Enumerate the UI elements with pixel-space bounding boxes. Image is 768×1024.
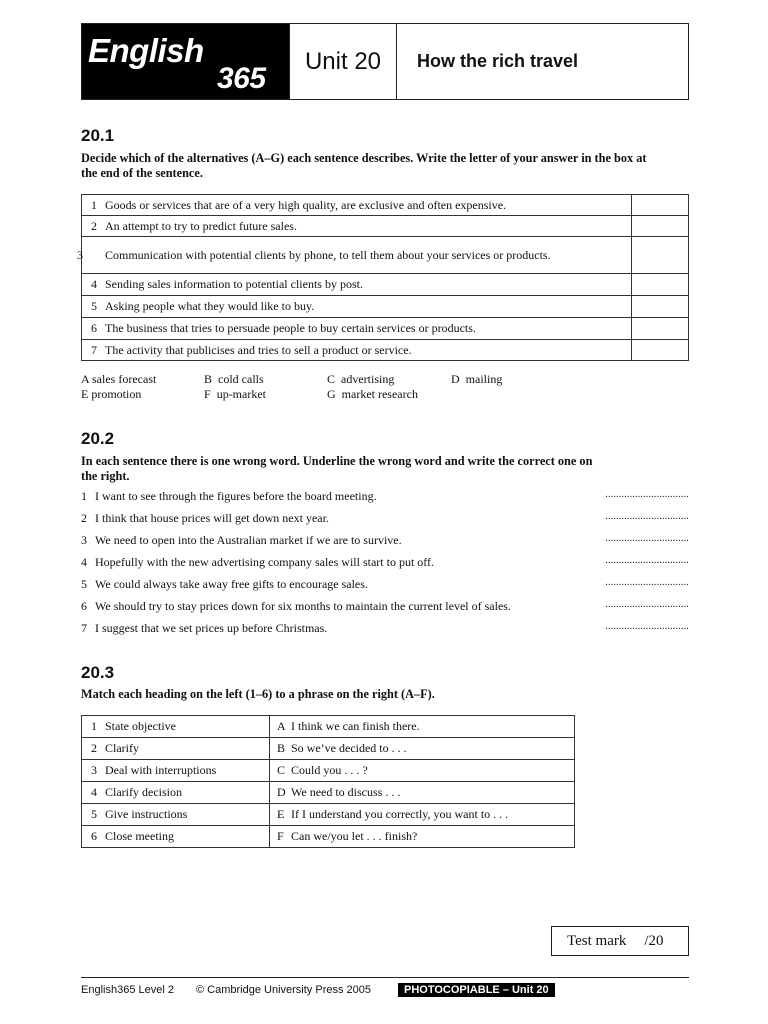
section-2-title: 20.2 [81, 429, 115, 448]
list-item [81, 489, 689, 505]
table-row [82, 716, 575, 738]
row-text: Hopefully with the new advertising company sales will start to put off. [95, 555, 435, 569]
row-text: I think that house prices will get down next year. [95, 511, 329, 525]
table-row [82, 296, 689, 318]
section-3-title: 20.3 [81, 663, 115, 682]
row-number: 2 [91, 218, 97, 233]
section-1-table [77, 194, 689, 361]
page-header [81, 23, 689, 100]
row-number: 1 [91, 197, 97, 212]
option-item: G market research [327, 387, 418, 401]
row-letter: C [277, 763, 286, 777]
answer-box[interactable] [632, 340, 689, 361]
list-item [81, 533, 689, 549]
row-number: 3 [91, 763, 97, 777]
row-text: Asking people what they would like to buy. [105, 299, 315, 313]
phrase-text: So we’ve decided to . . . [291, 741, 407, 755]
list-item [81, 511, 689, 527]
row-number: 5 [81, 577, 87, 591]
row-text: The business that tries to persuade people to buy certain services or products. [105, 321, 476, 335]
footer-course: English365 Level 2 [81, 984, 174, 996]
row-text: I want to see through the figures before the board meeting. [95, 489, 377, 503]
row-text: We could always take away free gifts to encourage sales. [95, 577, 368, 591]
row-letter: E [277, 807, 285, 821]
row-number: 3 [81, 533, 87, 547]
footer-divider [81, 977, 689, 978]
option-item: A sales forecast [81, 372, 157, 386]
row-number: 6 [91, 321, 97, 335]
row-letter: B [277, 741, 286, 755]
row-number: 4 [91, 277, 97, 291]
row-letter: D [277, 785, 286, 799]
row-number: 3 [77, 247, 83, 262]
answer-line[interactable]: ............................... [605, 621, 689, 632]
answer-box[interactable] [632, 195, 689, 216]
list-item [81, 599, 689, 615]
table-row [82, 216, 689, 237]
row-number: 7 [81, 621, 87, 635]
row-text: The activity that publicises and tries to sell a product or service. [105, 342, 412, 357]
phrase-text: I think we can finish there. [291, 719, 420, 733]
footer-copyright: © Cambridge University Press 2005 [196, 984, 372, 996]
option-item: E promotion [81, 387, 142, 401]
answer-box[interactable] [632, 274, 689, 296]
section-3-instruction: Match each heading on the left (1–6) to a phrase on the right (A–F). [81, 687, 435, 701]
test-mark-box [551, 926, 689, 956]
section-1-instruction: Decide which of the alternatives (A–G) each sentence describes. Write the letter of your answer in the box at the end of the sentence. [81, 151, 647, 180]
table-row [82, 760, 575, 782]
logo-word: English [88, 32, 204, 69]
row-number: 2 [81, 511, 87, 525]
table-row [82, 738, 575, 760]
row-number: 2 [91, 741, 97, 755]
row-number: 4 [91, 785, 97, 799]
table-row [82, 340, 689, 361]
option-item: F up-market [204, 387, 266, 401]
row-number: 1 [81, 489, 87, 503]
heading-text: Give instructions [105, 807, 188, 821]
photocopiable-badge: PHOTOCOPIABLE – Unit 20 [398, 983, 555, 997]
list-item [81, 621, 689, 637]
option-item: C advertising [327, 372, 395, 386]
row-number: 5 [91, 807, 97, 821]
section-1-title: 20.1 [81, 126, 115, 145]
logo-number: 365 [217, 62, 266, 95]
table-row [82, 237, 689, 274]
heading-text: Close meeting [105, 829, 174, 843]
row-text: I suggest that we set prices up before Christmas. [95, 621, 328, 635]
answer-line[interactable]: ............................... [605, 577, 689, 588]
row-text: We need to open into the Australian market if we are to survive. [95, 533, 402, 547]
table-row [82, 804, 575, 826]
row-number: 6 [91, 829, 97, 843]
heading-text: State objective [105, 719, 176, 733]
test-mark-label: Test mark [567, 932, 627, 949]
heading-text: Clarify [105, 741, 139, 755]
list-item [81, 555, 689, 571]
answer-box[interactable] [632, 318, 689, 340]
answer-line[interactable]: ............................... [605, 533, 689, 544]
answer-line[interactable]: ............................... [605, 511, 689, 522]
page-title: How the rich travel [417, 51, 579, 71]
table-row [82, 318, 689, 340]
answer-line[interactable]: ............................... [605, 555, 689, 566]
heading-text: Deal with interruptions [105, 763, 217, 777]
row-text: Goods or services that are of a very high quality, are exclusive and often expensive. [105, 197, 507, 212]
answer-box[interactable] [632, 237, 689, 274]
row-letter: F [277, 829, 284, 843]
english365-logo [82, 24, 289, 99]
unit-label: Unit 20 [289, 24, 397, 99]
answer-box[interactable] [632, 216, 689, 237]
row-letter: A [277, 719, 286, 733]
table-row [82, 274, 689, 296]
option-item: B cold calls [204, 372, 264, 386]
phrase-text: If I understand you correctly, you want to . . . [291, 807, 509, 821]
phrase-text: Could you . . . ? [291, 763, 368, 777]
row-number: 4 [81, 555, 87, 569]
heading-text: Clarify decision [105, 785, 182, 799]
row-text: An attempt to try to predict future sales. [105, 218, 297, 233]
answer-box[interactable] [632, 296, 689, 318]
row-text: We should try to stay prices down for six months to maintain the current level of sales. [95, 599, 511, 613]
row-number: 1 [91, 719, 97, 733]
row-number: 6 [81, 599, 87, 613]
test-mark-total: /20 [644, 932, 664, 949]
table-row [82, 195, 689, 216]
section-2-instruction: In each sentence there is one wrong word. Underline the wrong word and write the correct one on the right. [81, 454, 593, 483]
table-row [82, 826, 575, 848]
section-3-table [81, 715, 575, 848]
table-row [82, 782, 575, 804]
row-number: 5 [91, 299, 97, 313]
row-text: Sending sales information to potential clients by post. [105, 277, 363, 291]
row-number: 7 [91, 342, 97, 357]
phrase-text: Can we/you let . . . finish? [291, 829, 418, 843]
answer-line[interactable]: ............................... [605, 599, 689, 610]
list-item [81, 577, 689, 593]
answer-line[interactable]: ............................... [605, 489, 689, 500]
phrase-text: We need to discuss . . . [291, 785, 401, 799]
option-item: D mailing [451, 372, 503, 386]
row-text: Communication with potential clients by phone, to tell them about your services or products. [105, 247, 551, 262]
